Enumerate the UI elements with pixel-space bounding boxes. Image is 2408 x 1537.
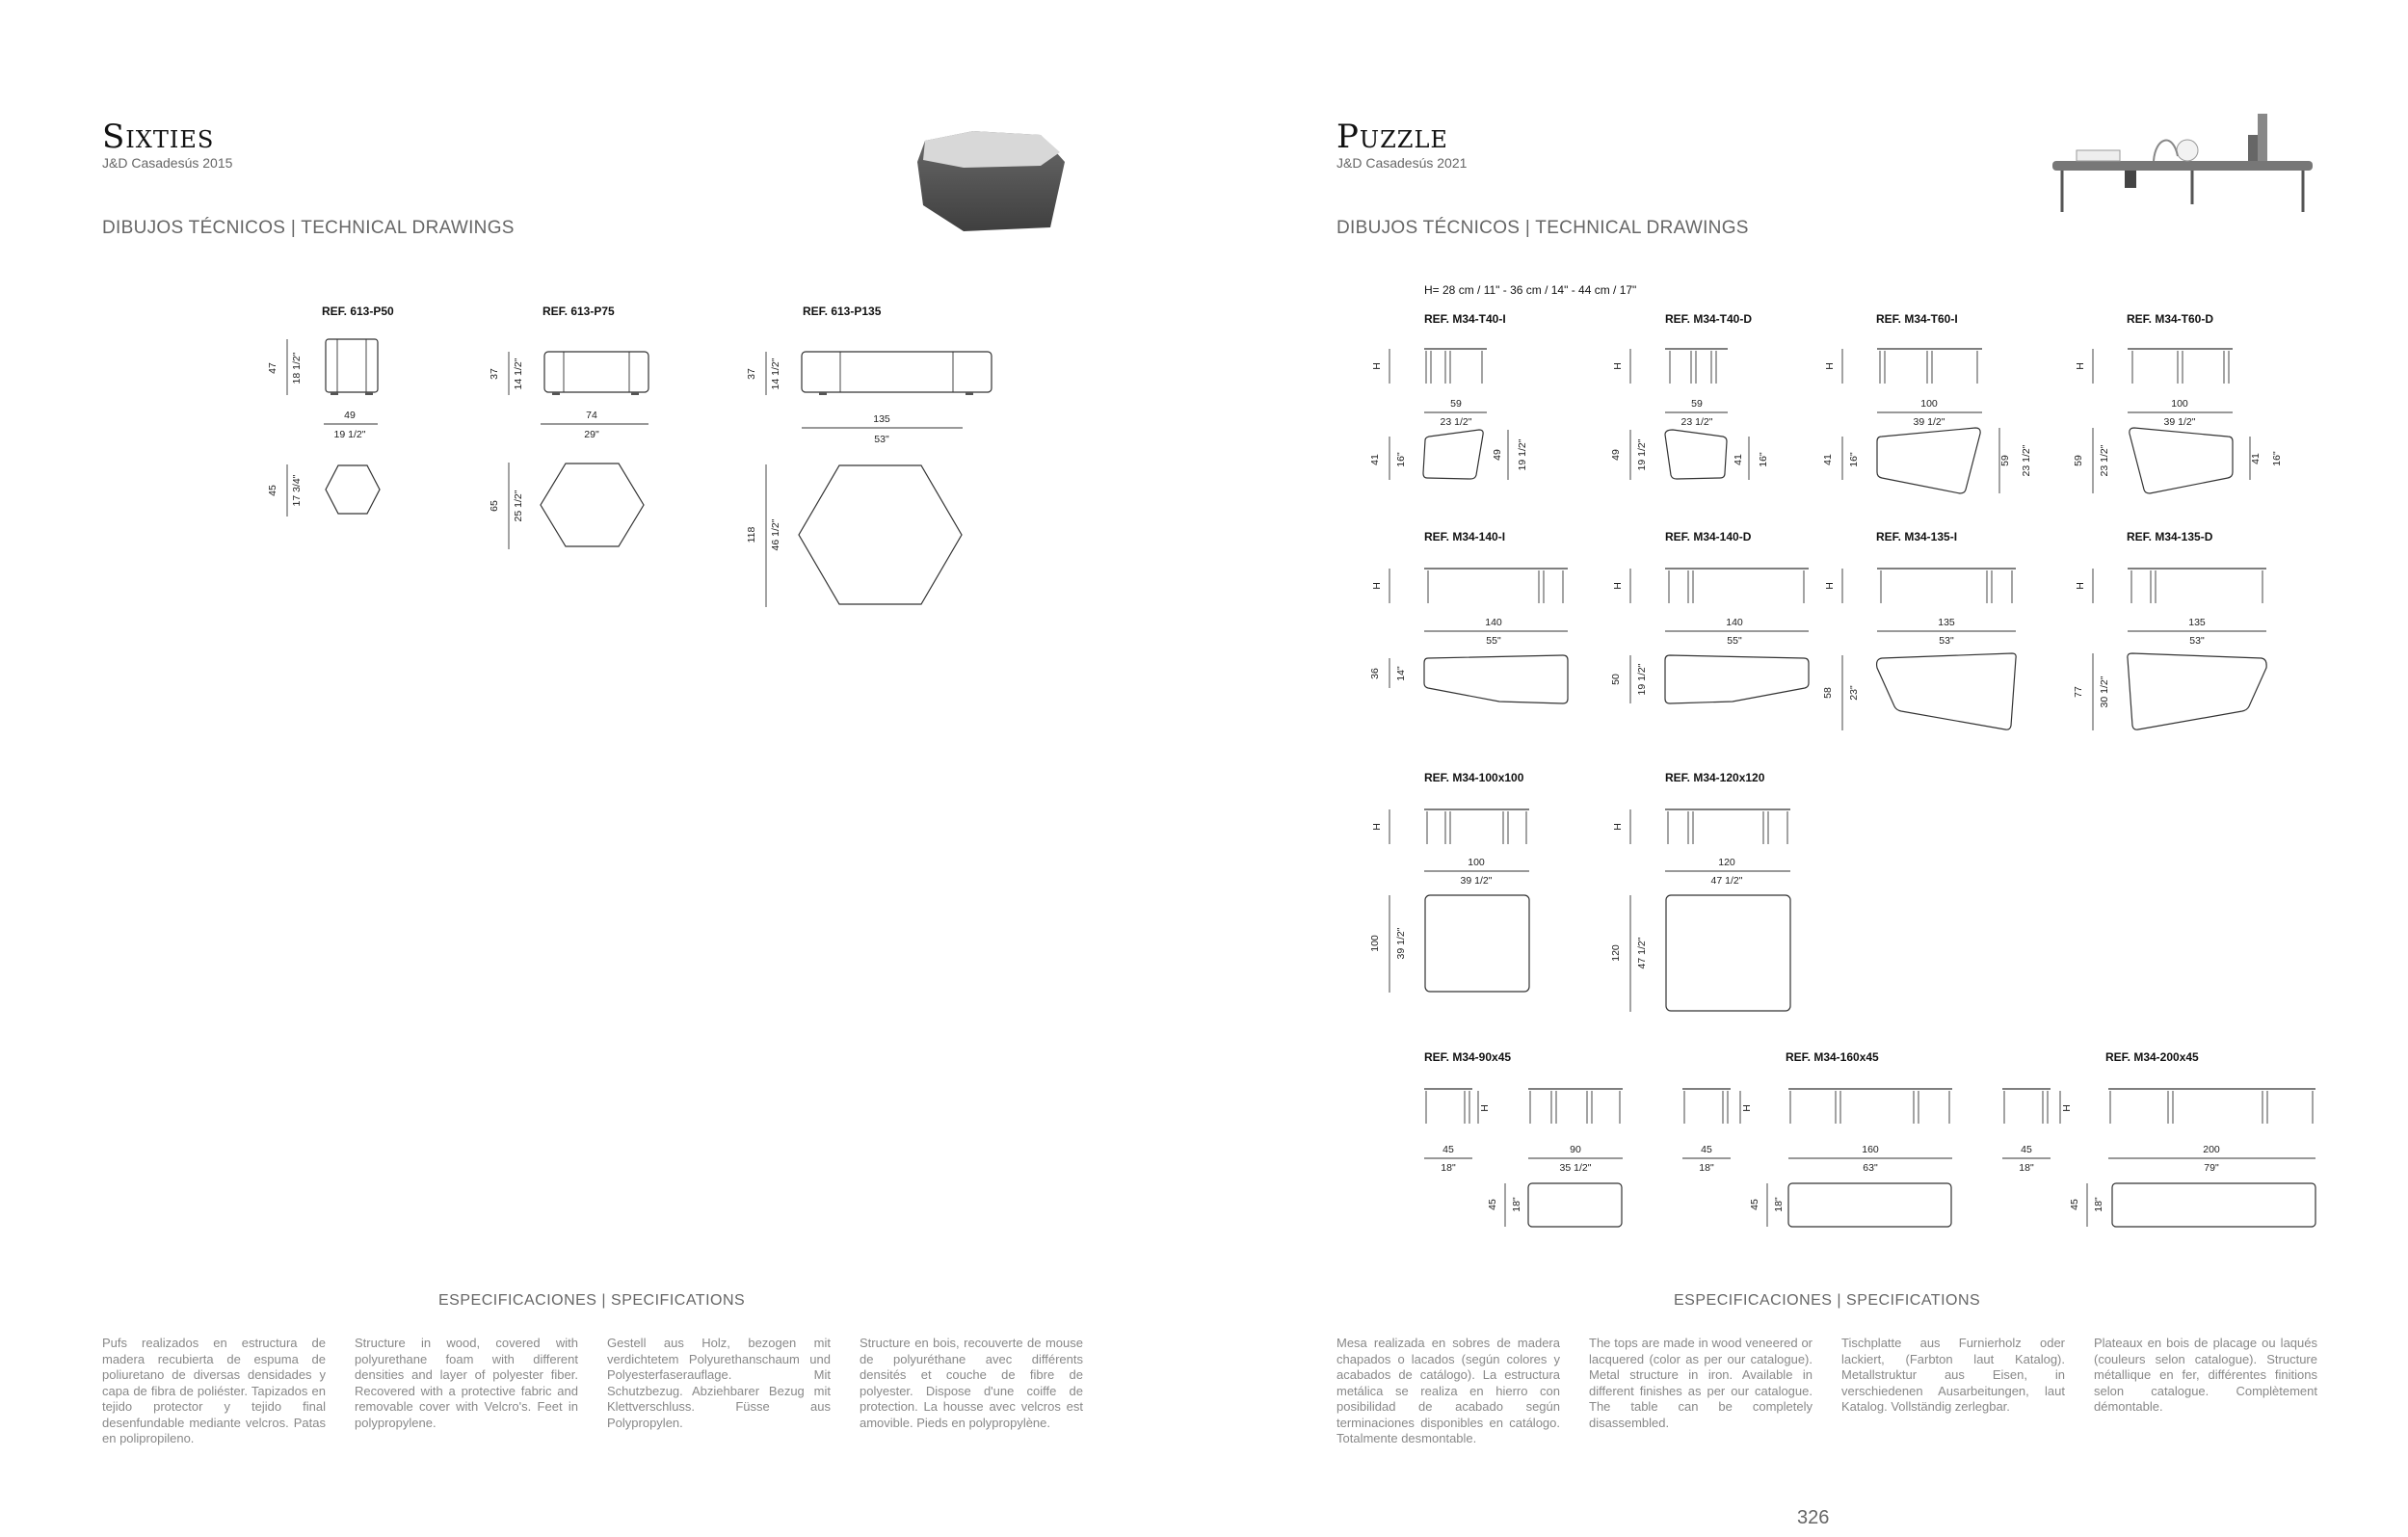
t60-d-w-in: 39 1/2" <box>2163 416 2196 428</box>
135-d-w: 135 <box>2188 617 2206 628</box>
p135-h: 37 <box>746 368 757 380</box>
120x120-d: 120 <box>1610 944 1622 962</box>
page-number: 326 <box>1797 1507 1830 1528</box>
spec-de: Gestell aus Holz, bezogen mit verdichtetem Polyurethanschaum und Polyesterfaserauflage. Mit Schutzbezug. Abziehbarer Bezug mit Klettverschluss. Füsse aus Polypropylen. <box>607 1336 831 1430</box>
spec-es: Pufs realizados en estructura de madera recubierta de espuma de poliuretano de diversas densidades y capa de fibra de poliéster. Tapizados en tejido protector y tejido final desenfundable mediante velcros. Patas en polipropileno. <box>102 1336 326 1445</box>
product-subtitle-puzzle: J&D Casadesús 2021 <box>1336 155 1468 171</box>
ref-m34-135-i: REF. M34-135-I <box>1876 530 1958 543</box>
135-d-d-in: 30 1/2" <box>2099 676 2110 708</box>
200x45-side-in: 18" <box>2019 1162 2034 1174</box>
90x45-d-in: 18" <box>1511 1197 1522 1212</box>
spec-fr: Structure en bois, recouverte de mouse de polyuréthane avec différents densités et couche de fibre de polyester. Dispose d'une coiffe de protection. La housse avec velcros est amovible. Pieds en polypropylène. <box>860 1336 1083 1430</box>
ref-m34-t40-i: REF. M34-T40-I <box>1424 312 1506 326</box>
t60-i-dl-in: 16" <box>1848 452 1860 467</box>
200x45-w-in: 79" <box>2204 1162 2219 1174</box>
135-i-w-in: 53" <box>1939 635 1954 647</box>
h-label: H <box>1741 1104 1753 1112</box>
140-d-w: 140 <box>1726 617 1743 628</box>
product-title: Sixties <box>102 118 215 156</box>
t40-d-dr-in: 16" <box>1758 452 1769 467</box>
spec-en: Structure in wood, covered with polyurethane foam with different densities and layer of polyester fiber. Recovered with a protective fabric and removable cover with Velcro's. Feet in polypropylene. <box>355 1336 578 1430</box>
t40-d <box>1610 349 1769 480</box>
t40-d-dr: 41 <box>1733 454 1744 465</box>
p75-h: 37 <box>489 368 500 380</box>
200x45-d: 45 <box>2069 1199 2080 1210</box>
200x45 <box>2002 1089 2315 1227</box>
140-i-w: 140 <box>1485 617 1502 628</box>
ref-m34-t60-i: REF. M34-T60-I <box>1876 312 1958 326</box>
h-label: H <box>1612 582 1624 590</box>
t40-d-w-in: 23 1/2" <box>1680 416 1713 428</box>
h-label: H <box>1612 362 1624 370</box>
100x100-w-in: 39 1/2" <box>1460 875 1493 887</box>
t60-i-dr: 59 <box>1999 455 2011 466</box>
h-label: H <box>1824 362 1836 370</box>
product-subtitle: J&D Casadesús 2015 <box>102 155 233 171</box>
spec-es-puzzle: Mesa realizada en sobres de madera chapados o lacados (según colores y acabados de catálogo). La estructura metálica se realiza en hierro con posibilidad de acabado según terminaciones disponibles en catálogo. Totalmente desmontable. <box>1336 1336 1560 1445</box>
p75-d-in: 25 1/2" <box>513 490 524 522</box>
140-d-d: 50 <box>1610 674 1622 685</box>
200x45-d-in: 18" <box>2093 1197 2104 1212</box>
t40-i-w: 59 <box>1450 398 1462 410</box>
160x45-w: 160 <box>1862 1144 1879 1155</box>
h-label: H <box>1824 582 1836 590</box>
200x45-w: 200 <box>2203 1144 2220 1155</box>
160x45-d: 45 <box>1749 1199 1760 1210</box>
p50-elevation <box>267 339 378 440</box>
h-label: H <box>1479 1104 1491 1112</box>
90x45-w: 90 <box>1570 1144 1581 1155</box>
product-photo-table <box>2038 108 2317 214</box>
t60-d-dl-in: 23 1/2" <box>2099 444 2110 477</box>
h-label: H <box>2061 1104 2073 1112</box>
ref-m34-t40-d: REF. M34-T40-D <box>1665 312 1753 326</box>
90x45-side: 45 <box>1442 1144 1454 1155</box>
ref-m34-90x45: REF. M34-90x45 <box>1424 1050 1512 1064</box>
100x100 <box>1369 809 1529 993</box>
h-label: H <box>2075 582 2086 590</box>
p50-h-in: 18 1/2" <box>291 352 303 384</box>
spec-heading: ESPECIFICACIONES | SPECIFICATIONS <box>438 1292 746 1309</box>
p50-d-in: 17 3/4" <box>291 474 303 507</box>
t40-i-dr-in: 19 1/2" <box>1517 438 1528 471</box>
p75-w-in: 29" <box>584 429 599 440</box>
135-d-w-in: 53" <box>2189 635 2205 647</box>
p135-w-in: 53" <box>874 434 889 445</box>
t60-i-dr-in: 23 1/2" <box>2021 444 2032 477</box>
120x120-d-in: 47 1/2" <box>1636 937 1648 969</box>
100x100-d-in: 39 1/2" <box>1395 927 1407 960</box>
product-photo-pouf <box>906 123 1070 239</box>
p135-d-in: 46 1/2" <box>770 518 781 551</box>
t60-i-w-in: 39 1/2" <box>1913 416 1945 428</box>
160x45-d-in: 18" <box>1773 1197 1785 1212</box>
t60-i <box>1822 349 2032 493</box>
140-d <box>1610 569 1809 703</box>
spec-de-puzzle: Tischplatte aus Furnierholz oder lackiert, (Farbton laut Katalog). Metallstruktur aus Eisen, in verschiedenen Ausarbeitungen, laut Katalog. Vollständig zerlegbar. <box>1841 1336 2065 1414</box>
135-d-d: 77 <box>2073 686 2084 698</box>
h-label: H <box>1371 823 1383 831</box>
t60-d-dl: 59 <box>2073 455 2084 466</box>
h-label: H <box>2075 362 2086 370</box>
200x45-side: 45 <box>2021 1144 2032 1155</box>
puzzle-drawings <box>1349 328 2332 1233</box>
t40-d-dl-in: 19 1/2" <box>1636 438 1648 471</box>
t60-i-dl: 41 <box>1822 454 1834 465</box>
p135-d: 118 <box>746 526 757 543</box>
t40-i-w-in: 23 1/2" <box>1440 416 1472 428</box>
160x45-side: 45 <box>1701 1144 1712 1155</box>
100x100-d: 100 <box>1369 935 1381 952</box>
ref-613-p75: REF. 613-P75 <box>542 305 615 318</box>
p50-w-in: 19 1/2" <box>333 429 366 440</box>
135-i-w: 135 <box>1938 617 1955 628</box>
90x45-w-in: 35 1/2" <box>1559 1162 1592 1174</box>
product-title-puzzle: Puzzle <box>1336 118 1448 156</box>
spec-fr-puzzle: Plateaux en bois de placage ou laqués (couleurs selon catalogue). Structure métallique en fer, différentes finitions selon catalogue. Complètement démontable. <box>2094 1336 2317 1414</box>
p135-w: 135 <box>873 413 890 425</box>
p50-w: 49 <box>344 410 356 421</box>
ref-m34-140-i: REF. M34-140-I <box>1424 530 1506 543</box>
height-note: H= 28 cm / 11" - 36 cm / 14" - 44 cm / 17" <box>1424 283 1637 297</box>
135-i-d-in: 23" <box>1848 685 1860 701</box>
h-label: H <box>1371 362 1383 370</box>
h-label: H <box>1371 582 1383 590</box>
p135-h-in: 14 1/2" <box>770 358 781 390</box>
ref-m34-120x120: REF. M34-120x120 <box>1665 771 1765 784</box>
140-i-w-in: 55" <box>1486 635 1501 647</box>
p75-d: 65 <box>489 500 500 512</box>
160x45-side-in: 18" <box>1699 1162 1714 1174</box>
100x100-w: 100 <box>1468 857 1485 868</box>
spec-en-puzzle: The tops are made in wood veneered or lacquered (color as per our catalogue). Metal structure in iron. Available in different finishes as per our catalogue. The table can be completely disassembled. <box>1589 1336 1813 1430</box>
t40-i <box>1369 349 1528 480</box>
120x120-w: 120 <box>1718 857 1735 868</box>
160x45-w-in: 63" <box>1863 1162 1878 1174</box>
ref-613-p50: REF. 613-P50 <box>322 305 394 318</box>
140-d-w-in: 55" <box>1727 635 1742 647</box>
p50-plan <box>267 464 380 517</box>
t60-d-dr-in: 16" <box>2271 451 2283 466</box>
90x45-d: 45 <box>1487 1199 1498 1210</box>
120x120 <box>1610 809 1790 1012</box>
p75-w: 74 <box>586 410 597 421</box>
t60-d <box>2073 349 2283 493</box>
spec-heading-puzzle: ESPECIFICACIONES | SPECIFICATIONS <box>1674 1292 1981 1309</box>
t40-d-dl: 49 <box>1610 449 1622 461</box>
sixties-drawings <box>251 318 1002 626</box>
ref-m34-200x45: REF. M34-200x45 <box>2105 1050 2199 1064</box>
t40-i-dl: 41 <box>1369 454 1381 465</box>
p135-elevation <box>746 352 992 445</box>
p135-plan <box>746 464 962 607</box>
section-heading: DIBUJOS TÉCNICOS | TECHNICAL DRAWINGS <box>102 218 515 238</box>
ref-m34-135-d: REF. M34-135-D <box>2127 530 2213 543</box>
t40-i-dl-in: 16" <box>1395 452 1407 467</box>
135-i-d: 58 <box>1822 687 1834 699</box>
135-d <box>2073 569 2266 730</box>
ref-613-p135: REF. 613-P135 <box>803 305 882 318</box>
p75-h-in: 14 1/2" <box>513 358 524 390</box>
140-d-d-in: 19 1/2" <box>1636 663 1648 696</box>
140-i-d-in: 14" <box>1395 666 1407 681</box>
t60-d-w: 100 <box>2171 398 2188 410</box>
p50-d: 45 <box>267 485 278 496</box>
120x120-w-in: 47 1/2" <box>1710 875 1743 887</box>
section-heading-puzzle: DIBUJOS TÉCNICOS | TECHNICAL DRAWINGS <box>1336 218 1749 238</box>
90x45 <box>1424 1089 1623 1227</box>
ref-m34-t60-d: REF. M34-T60-D <box>2127 312 2214 326</box>
140-i-d: 36 <box>1369 668 1381 679</box>
p75-plan <box>489 463 644 549</box>
140-i <box>1369 569 1568 703</box>
h-label: H <box>1612 823 1624 831</box>
p75-elevation <box>489 352 648 440</box>
ref-m34-100x100: REF. M34-100x100 <box>1424 771 1524 784</box>
135-i <box>1822 569 2016 730</box>
ref-m34-140-d: REF. M34-140-D <box>1665 530 1752 543</box>
p50-h: 47 <box>267 362 278 374</box>
t60-d-dr: 41 <box>2250 453 2262 464</box>
t60-i-w: 100 <box>1920 398 1938 410</box>
t40-d-w: 59 <box>1691 398 1703 410</box>
160x45 <box>1682 1089 1952 1227</box>
ref-m34-160x45: REF. M34-160x45 <box>1786 1050 1879 1064</box>
t40-i-dr: 49 <box>1492 449 1503 461</box>
90x45-side-in: 18" <box>1441 1162 1456 1174</box>
